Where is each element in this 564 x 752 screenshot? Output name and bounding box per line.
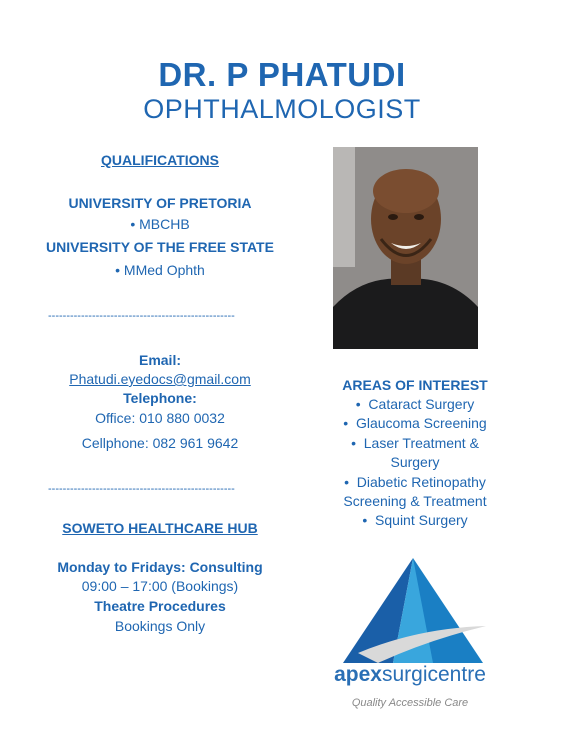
bullet-icon: • — [115, 262, 121, 278]
bullet-icon: • — [351, 435, 356, 451]
theatre-note: Bookings Only — [114, 618, 206, 634]
telephone-label: Telephone: — [123, 390, 197, 406]
hub-heading: SOWETO HEALTHCARE HUB — [62, 520, 258, 536]
logo-brand-rest: surgicentre — [381, 663, 486, 686]
separator-2: --------------------------------------------------- — [48, 483, 235, 495]
university-1: UNIVERSITY OF PRETORIA — [68, 195, 252, 211]
bullet-icon: • — [130, 216, 136, 232]
interest-item — [315, 435, 515, 451]
degree-1 — [30, 216, 290, 232]
interest-item — [315, 396, 515, 412]
email-link[interactable]: Phatudi.eyedocs@gmail.com — [69, 371, 251, 387]
interest-label: Diabetic Retinopathy — [356, 474, 486, 490]
interest-label: Screening & Treatment — [343, 493, 487, 509]
interest-item-continued — [315, 454, 515, 470]
bullet-icon: • — [344, 474, 349, 490]
bullet-icon: • — [362, 512, 368, 528]
apex-logo-icon — [338, 558, 488, 668]
degree-2-label: MMed Ophth — [123, 262, 205, 278]
doctor-portrait-icon — [333, 147, 478, 349]
logo-tagline: Quality Accessible Care — [351, 697, 469, 709]
interest-item-continued — [315, 493, 515, 509]
degree-1-label: MBCHB — [139, 216, 190, 232]
qualifications-heading: QUALIFICATIONS — [101, 152, 219, 168]
bullet-icon: • — [343, 415, 349, 431]
degree-2 — [30, 262, 290, 278]
interest-item — [315, 474, 515, 490]
interest-label: Cataract Surgery — [368, 396, 475, 412]
interest-label: Glaucoma Screening — [355, 415, 487, 431]
separator-1: --------------------------------------------------- — [48, 310, 235, 322]
interest-label: Surgery — [390, 454, 440, 470]
logo-brand-bold: apex — [334, 663, 382, 686]
interests-heading: AREAS OF INTEREST — [342, 377, 488, 393]
consulting-label: Monday to Fridays: Consulting — [57, 559, 263, 575]
doctor-photo — [333, 147, 478, 349]
bullet-icon: • — [355, 396, 361, 412]
theatre-label: Theatre Procedures — [94, 598, 226, 614]
office-phone: Office: 010 880 0032 — [95, 410, 225, 426]
interest-label: Squint Surgery — [375, 512, 468, 528]
doctor-name: DR. P PHATUDI — [158, 56, 406, 93]
email-label: Email: — [138, 352, 181, 368]
doctor-title: OPHTHALMOLOGIST — [143, 94, 421, 124]
interest-label: Laser Treatment & — [363, 435, 479, 451]
apex-logo-text — [320, 663, 500, 687]
university-2: UNIVERSITY OF THE FREE STATE — [46, 239, 274, 255]
consulting-hours: 09:00 – 17:00 (Bookings) — [81, 578, 239, 594]
cell-phone: Cellphone: 082 961 9642 — [81, 435, 239, 451]
interest-item — [315, 512, 515, 528]
interest-item — [315, 415, 515, 431]
